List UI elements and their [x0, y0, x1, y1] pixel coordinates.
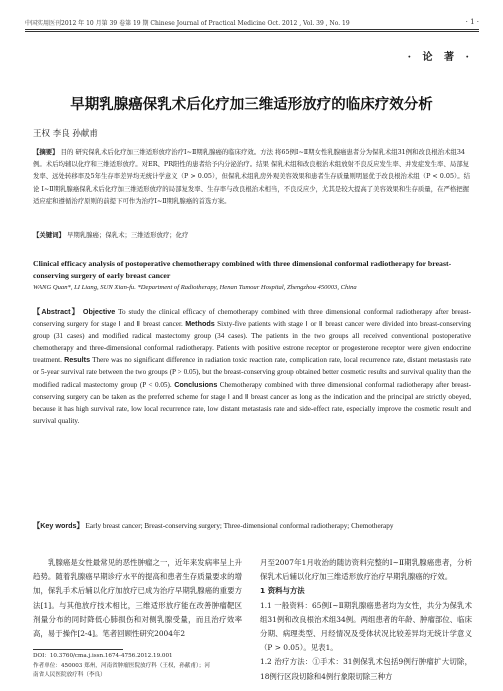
abstract-en [33, 306, 471, 427]
methods-label: Methods [185, 319, 215, 329]
keywords-cn-label: 【关键词】 [33, 231, 65, 239]
methods-text: Sixty-five patients with stage Ⅰ or Ⅱ breast cancer were divided into breast-conserving group (31 cases) and modified radical mastectomy group (34 cases). The patients in the two groups all received conventional postoperative chemotherapy and three-dimensional conformal radiotherapy. Patients with positive estrone receptor or progesterone receptor were given endocrine treatment. [33, 320, 472, 365]
header-rule-thin [25, 31, 479, 32]
author-unit-cont: 南省人民医院放疗科（李良） [33, 672, 106, 678]
article-title: 早期乳腺癌保乳术后化疗加三维适形放疗的临床疗效分析 [70, 97, 433, 113]
intro-continued: 月至2007年1月收治的随访资料完整的Ⅰ~Ⅱ期乳腺癌患者，分析保乳术后辅以化疗加三维适形放疗治疗早期乳腺癌的疗效。 [260, 558, 472, 582]
objective-label: Objective [82, 307, 116, 316]
journal-header: 中国实用医刊2012 年 10 月第 39 卷第 19 期 Chinese Journal of Practical Medicine Oct. 2012 , Vol. 39 , No. 19 [25, 20, 350, 27]
paragraph-1-2: 1.2 治疗方法：①手术：31例保乳术包括9例行肿瘤扩大切除，18例行区段切除和4例行象限切除三种方 [260, 657, 472, 681]
keywords-en-label: 【Key words】 [33, 521, 84, 530]
keywords-cn-text: 早期乳腺癌；保乳术；三维适形放疗；化疗 [67, 231, 189, 239]
footnotes [33, 652, 243, 681]
doi: DOI：10.3760/cma.j.issn.1674-4756.2012.19.001 [33, 653, 173, 659]
keywords-en [33, 520, 471, 532]
results-text: There was no significant difference in radiation toxic reaction rate, complication rate, local recurrence rate, distant metastasis rate or 5-year survival rate between the two groups (P > 0.05), but the breast-conserving group obtained better cosmetic results and survival quality than the modified radical mastectomy group (P < 0.05). [33, 356, 472, 389]
body-left-column: 乳腺癌是女性最常见的恶性肿瘤之一，近年来发病率呈上升趋势。随着乳腺癌早期诊疗水平的提高和患者生存质量要求的增加，保乳手术后辅以化疗加放疗已成为治疗早期乳腺癌的重要方法[1]。与其他放疗技术相比，三维适形放疗能在改善肿瘤靶区剂量分布的同时降低心肺损伤和对侧乳腺受量，而且治疗效率高，易于操作[2-4]。笔者回顾性研究2004年2 [33, 558, 242, 639]
section-tag: · 论 著 · [407, 52, 473, 63]
english-authors: WANG Quan*, LI Liang, SUN Xian-fu. *Department of Radiotherapy, Henan Tumour Hospital, Zhengzhou 450003, China [33, 284, 357, 291]
paragraph-1-1: 1.1 一般资料：65例Ⅰ~Ⅱ期乳腺癌患者均为女性，共分为保乳术组31例和改良根治术组34例。两组患者的年龄、肿瘤部位、临床分期、病理类型、月经情况及受体状况比较差异均无统计学意义（P > 0.05）。见表1。 [260, 600, 472, 653]
authors-cn: 王权 李良 孙献甫 [33, 129, 98, 139]
english-title: Clinical efficacy analysis of postoperative chemotherapy combined with three dimensional conformal radiotherapy for breast-conserving surgery of early breast cancer [33, 259, 452, 280]
conclusions-text: Chemotherapy combined with three dimensional conformal radiotherapy after breast-conserving surgery can be taken as the preferred scheme for stage Ⅰ and Ⅱ breast cancer as long as the indication and the principal are strictly obeyed, because it has high survival rate, low local recurrence rate, low distant metastasis rate and side-effect rate, especially improve the cosmetic result and survival quality. [33, 380, 472, 425]
section-heading: 1 资料与方法 [260, 586, 305, 596]
keywords-cn [33, 230, 471, 239]
results-label: Results [64, 355, 91, 365]
abstract-en-label: 【Abstract】 [33, 307, 80, 316]
author-unit: 作者单位：450003 郑州，河南省肿瘤医院放疗科（王权，孙献甫）；河 [33, 662, 210, 669]
abstract-cn [33, 146, 471, 207]
keywords-en-text: Early breast cancer; Breast-conserving surgery; Three-dimensional conformal radiotherapy; Chemotherapy [85, 522, 394, 530]
header-rule [25, 29, 479, 30]
footnote-rule [33, 649, 123, 650]
abstract-cn-text: 目的 研究保乳术后化疗加三维适形放疗治疗Ⅰ~Ⅱ期乳腺癌的临床疗效。方法 将65例Ⅰ~Ⅱ期女性乳腺癌患者分为保乳术组31例和改良根治术组34例。术后均辅以化疗和三维适形放疗。对ER、PR阳性的患者给予内分泌治疗。结果 保乳术组和改良根治术组放射不良反应发生率、并发症发生率、局部复发率、远处转移率及5年生存率差异均无统计学意义（P > 0.05），但保乳术组乳房外观美容效果和患者生存质量则明显优于改良根治术组（P < 0.05）。结论 Ⅰ~Ⅱ期乳腺癌保乳术后化疗加三维适形放疗的局部复发率、生存率与改良根治术相当，不良反应少，尤其是较大提高了美容效果和生存质量，在严格把握适应症和遵循治疗原则的前提下可作为治疗Ⅰ~Ⅱ期乳腺癌的首选方案。 [33, 148, 470, 205]
objective-text: To study the clinical efficacy of chemotherapy combined with three dimensional conformal radiotherapy after breast-conserving surgery for stage Ⅰ and Ⅱ breast cancer. [33, 308, 472, 329]
abstract-cn-label: 【摘要】 [33, 148, 59, 156]
conclusions-label: Conclusions [174, 379, 218, 389]
body-right-column [260, 556, 472, 684]
running-header [25, 18, 479, 27]
page-number: · 1 · [465, 18, 479, 26]
